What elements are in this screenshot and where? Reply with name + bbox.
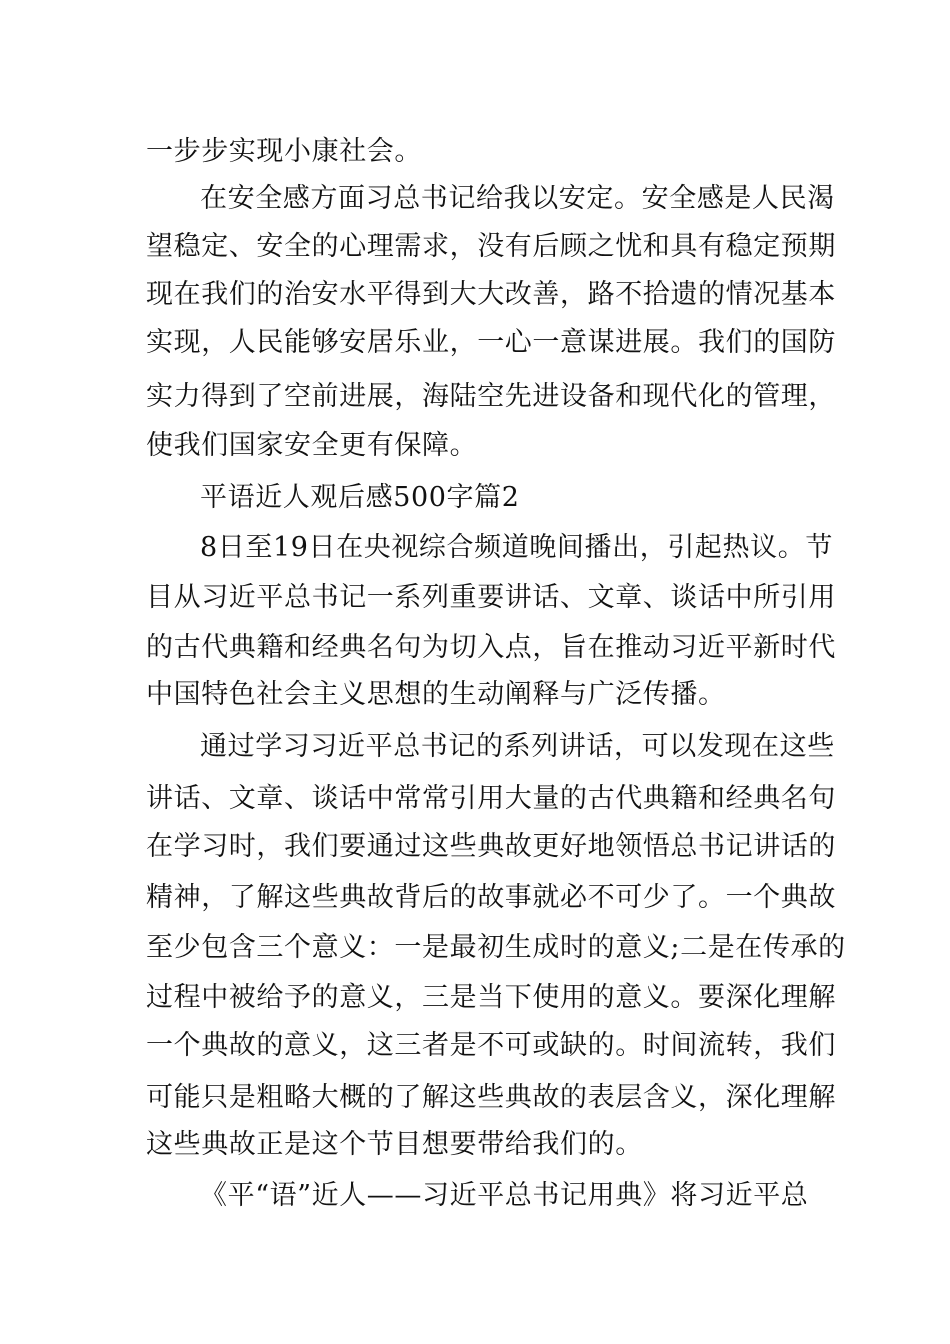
paragraph-line: 通过学习习近平总书记的系列讲话，可以发现在这些 (200, 731, 835, 762)
paragraph-line: 这些典故正是这个节目想要带给我们的。 (146, 1129, 643, 1160)
paragraph-line: 目从习近平总书记一系列重要讲话、文章、谈话中所引用 (146, 582, 836, 613)
paragraph-line: 讲话、文章、谈话中常常引用大量的古代典籍和经典名句 (146, 783, 836, 814)
paragraph-line: 精神，了解这些典故背后的故事就必不可少了。一个典故 (146, 882, 836, 913)
paragraph-line: 一个典故的意义，这三者是不可或缺的。时间流转，我们 (146, 1030, 836, 1061)
paragraph-line: 过程中被给予的意义，三是当下使用的意义。要深化理解 (146, 982, 836, 1013)
section-heading: 平语近人观后感500字篇2 (200, 482, 520, 513)
paragraph-line: 8日至19日在央视综合频道晚间播出，引起热议。节 (200, 532, 833, 563)
paragraph-line: 实力得到了空前进展，海陆空先进设备和现代化的管理， (146, 381, 836, 412)
paragraph-line: 实现，人民能够安居乐业，一心一意谋进展。我们的国防 (146, 327, 836, 358)
paragraph-line: 望稳定、安全的心理需求，没有后顾之忧和具有稳定预期 (146, 231, 836, 262)
paragraph-line: 在安全感方面习总书记给我以安定。安全感是人民渴 (200, 183, 835, 214)
paragraph-line: 一步步实现小康社会。 (146, 136, 422, 167)
paragraph-line: 现在我们的治安水平得到大大改善，路不拾遗的情况基本 (146, 279, 836, 310)
paragraph-line: 《平“语”近人——习近平总书记用典》将习近平总 (200, 1180, 809, 1211)
paragraph-line: 可能只是粗略大概的了解这些典故的表层含义，深化理解 (146, 1082, 836, 1113)
paragraph-line: 的古代典籍和经典名句为切入点，旨在推动习近平新时代 (146, 632, 836, 663)
paragraph-line: 至少包含三个意义：一是最初生成时的意义;二是在传承的 (146, 932, 846, 963)
paragraph-line: 中国特色社会主义思想的生动阐释与广泛传播。 (146, 679, 726, 710)
paragraph-line: 在学习时，我们要通过这些典故更好地领悟总书记讲话的 (146, 831, 836, 862)
paragraph-line: 使我们国家安全更有保障。 (146, 430, 478, 461)
